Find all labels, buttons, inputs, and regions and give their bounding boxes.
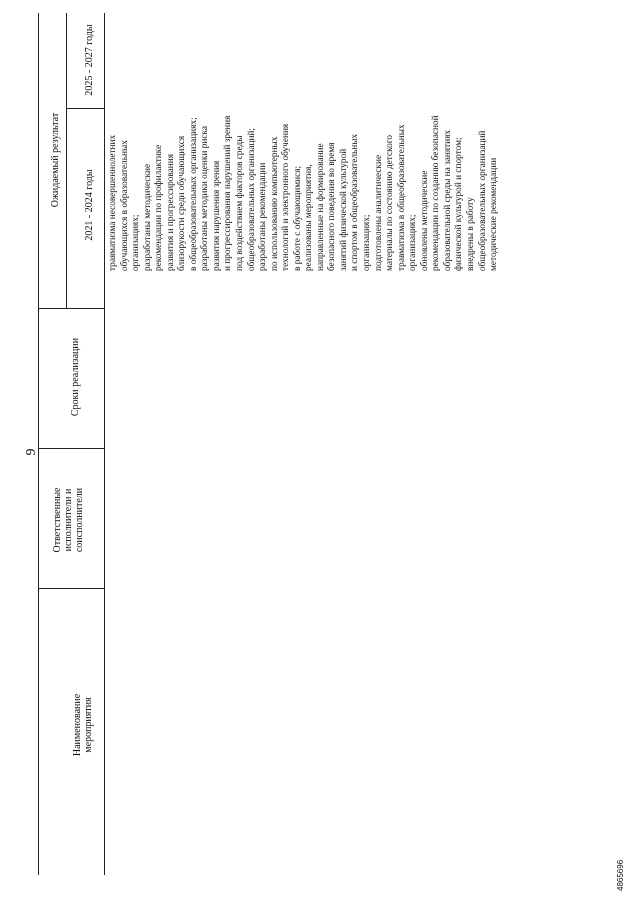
result-line: разработаны методики оценки риска <box>200 126 211 271</box>
column-divider-2 <box>38 448 104 449</box>
result-line: безопасного поведения во время <box>327 142 338 271</box>
column-divider-1 <box>38 588 104 589</box>
table-top-border <box>38 13 39 875</box>
result-line: развития и прогрессирования <box>165 154 176 271</box>
header-period-2021-2024: 2021 - 2024 годы <box>84 169 95 241</box>
result-line: близорукости среди обучающихся <box>177 135 188 271</box>
result-line: травматизма в общеобразовательных <box>396 124 407 271</box>
result-line: методические рекомендации <box>489 157 500 271</box>
result-line: и спортом в общеобразовательных <box>350 133 361 271</box>
result-line: по использованию компьютерных <box>269 136 280 271</box>
header-responsible: Ответственные исполнители и соисполнители <box>52 487 85 553</box>
expected-subheader-line <box>66 13 67 309</box>
header-expected-result: Ожидаемый результат <box>50 112 61 208</box>
result-line: под воздействием факторов среды <box>235 135 246 271</box>
result-line: и прогрессирования нарушений зрения <box>223 115 234 271</box>
column-divider-3 <box>38 308 104 309</box>
result-line: обновлены методические <box>419 170 430 271</box>
result-line: развития нарушения зрения <box>211 160 222 271</box>
result-line: в общеобразовательных организациях; <box>188 117 199 271</box>
result-line: разработаны методические <box>142 163 153 271</box>
result-line: направленные на формирование <box>315 143 326 271</box>
result-line: общеобразовательных организаций <box>477 130 488 271</box>
period-divider <box>66 108 104 109</box>
result-line: подготовлены аналитические <box>373 154 384 271</box>
header-period-2025-2027: 2025 - 2027 годы <box>84 24 95 96</box>
header-terms: Сроки реализации <box>70 337 81 417</box>
result-line: внедрены в работу <box>465 197 476 271</box>
result-line: материалы по состоянию детского <box>385 134 396 271</box>
result-line: рекомендации по профилактике <box>154 144 165 271</box>
result-line: организациях; <box>131 214 142 271</box>
result-line: организациях; <box>408 214 419 271</box>
page-number: 9 <box>24 448 39 456</box>
result-line: в работе с обучающимися; <box>292 165 303 271</box>
expected-result-text <box>108 89 501 271</box>
document-id: 4865696 <box>616 859 625 891</box>
result-line: физической культурой и спортом; <box>454 137 465 271</box>
result-line: реализованы мероприятия, <box>304 164 315 271</box>
result-line: разработаны рекомендации <box>258 162 269 271</box>
result-line: занятий физической культурой <box>338 148 349 271</box>
result-line: организациях; <box>362 214 373 271</box>
result-line: травматизма несовершеннолетних <box>108 134 118 271</box>
result-line: рекомендации по созданию безопасной <box>431 115 442 271</box>
header-name: Наименование мероприятия <box>72 693 94 757</box>
result-line: технологий и электронного обучения <box>281 123 292 271</box>
result-line: образовательной среды на занятиях <box>442 129 453 271</box>
result-line: обучающихся в образовательных <box>119 140 130 271</box>
result-line: общеобразовательных организаций; <box>246 128 257 271</box>
table-header-bottom-border <box>104 13 105 875</box>
